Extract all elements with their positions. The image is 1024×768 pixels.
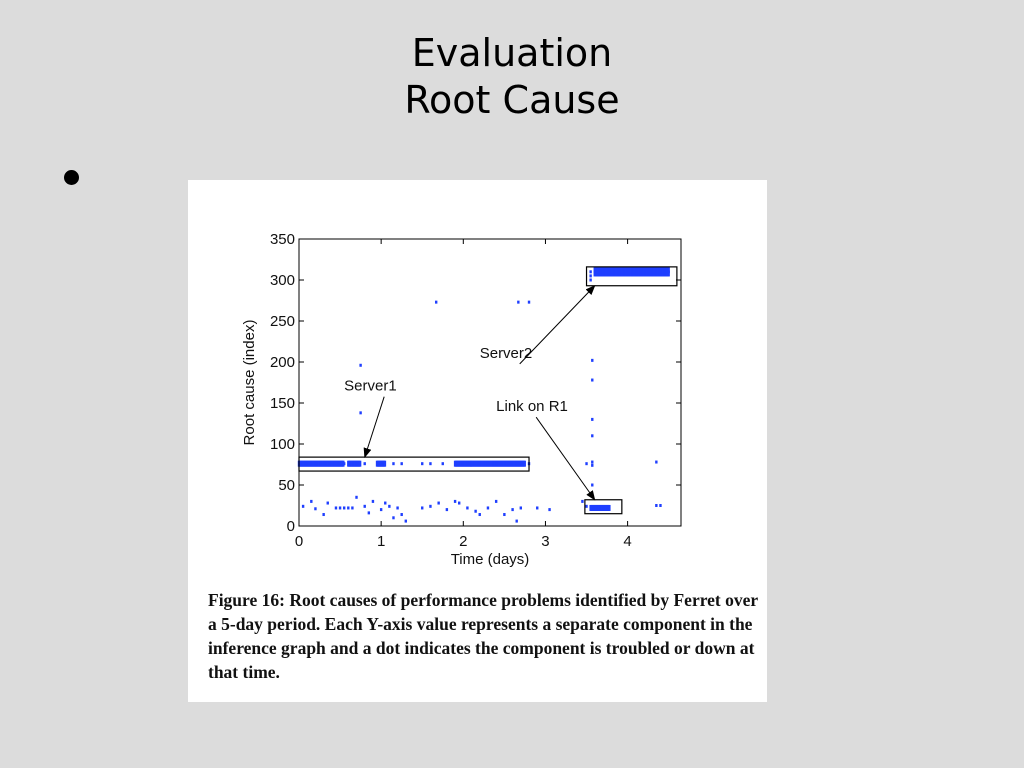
y-tick-label: 100 bbox=[269, 436, 295, 453]
data-point bbox=[591, 484, 593, 487]
root-cause-chart bbox=[188, 180, 767, 580]
data-point bbox=[589, 279, 591, 282]
slide-title-line2: Root Cause bbox=[404, 78, 620, 122]
data-point bbox=[421, 506, 423, 509]
data-point bbox=[359, 461, 361, 467]
data-point bbox=[548, 508, 550, 511]
data-point bbox=[524, 461, 526, 467]
data-point bbox=[585, 505, 587, 508]
x-tick-label: 0 bbox=[294, 533, 304, 550]
data-point bbox=[446, 508, 448, 511]
data-point bbox=[400, 513, 402, 516]
data-point bbox=[659, 504, 661, 507]
data-point bbox=[487, 506, 489, 509]
data-point bbox=[396, 506, 398, 509]
slide-title-line1: Evaluation bbox=[411, 31, 613, 75]
data-point bbox=[302, 462, 304, 465]
data-point bbox=[520, 506, 522, 509]
data-point bbox=[458, 502, 460, 505]
data-point bbox=[359, 411, 361, 414]
data-point bbox=[343, 462, 345, 465]
annotation-label: Server1 bbox=[344, 377, 397, 395]
data-point bbox=[339, 506, 341, 509]
data-point bbox=[347, 506, 349, 509]
y-tick-label: 200 bbox=[269, 354, 295, 371]
data-point bbox=[392, 462, 394, 465]
y-tick-label: 150 bbox=[269, 395, 295, 412]
data-point bbox=[503, 513, 505, 516]
data-point bbox=[302, 505, 304, 508]
data-point bbox=[435, 301, 437, 304]
y-tick-label: 350 bbox=[269, 231, 295, 248]
data-point bbox=[591, 434, 593, 437]
data-point bbox=[351, 506, 353, 509]
x-axis-label: Time (days) bbox=[450, 551, 530, 568]
data-point bbox=[429, 505, 431, 508]
data-point bbox=[517, 301, 519, 304]
y-tick-label: 50 bbox=[278, 477, 295, 494]
data-point bbox=[511, 508, 513, 511]
data-point bbox=[591, 359, 593, 362]
data-point bbox=[364, 505, 366, 508]
data-point bbox=[327, 462, 329, 465]
data-point bbox=[442, 462, 444, 465]
annotation-arrow bbox=[520, 286, 595, 364]
data-point bbox=[322, 513, 324, 516]
data-point bbox=[589, 270, 591, 273]
data-point bbox=[585, 462, 587, 465]
y-axis-label: Root cause (index) bbox=[241, 319, 258, 446]
annotation-arrow bbox=[365, 397, 384, 457]
data-point bbox=[364, 462, 366, 465]
bullet-icon bbox=[64, 170, 79, 185]
data-point bbox=[454, 500, 456, 503]
data-point bbox=[479, 513, 481, 516]
data-point bbox=[392, 516, 394, 519]
data-point bbox=[608, 505, 610, 511]
slide-title bbox=[0, 30, 1024, 124]
data-point bbox=[355, 496, 357, 499]
data-point bbox=[380, 508, 382, 511]
x-tick-label: 3 bbox=[541, 533, 550, 550]
y-tick-label: 0 bbox=[286, 518, 295, 535]
data-point bbox=[591, 418, 593, 421]
data-point bbox=[655, 504, 657, 507]
data-point bbox=[655, 461, 657, 464]
x-tick-label: 1 bbox=[376, 533, 386, 550]
y-tick-label: 250 bbox=[269, 313, 295, 330]
data-point bbox=[405, 520, 407, 523]
figure-panel bbox=[188, 180, 767, 702]
data-point bbox=[474, 510, 476, 513]
data-point bbox=[515, 520, 517, 523]
data-point bbox=[591, 379, 593, 382]
data-point bbox=[429, 462, 431, 465]
figure-caption: Figure 16: Root causes of performance problems identified by Ferret over a 5-day period. Each Y-axis value represents a separate component in the inference graph and a dot indicates the component is troubled or down at that time. bbox=[208, 590, 758, 682]
data-point bbox=[343, 506, 345, 509]
data-point bbox=[388, 505, 390, 508]
data-point bbox=[368, 511, 370, 514]
data-point bbox=[335, 506, 337, 509]
data-point bbox=[466, 506, 468, 509]
data-point bbox=[310, 500, 312, 503]
x-tick-label: 4 bbox=[623, 533, 632, 550]
data-point bbox=[589, 274, 591, 277]
data-point bbox=[528, 301, 530, 304]
data-point bbox=[591, 461, 593, 464]
x-tick-label: 2 bbox=[459, 533, 468, 550]
annotation-label: Link on R1 bbox=[496, 398, 568, 416]
data-point bbox=[421, 462, 423, 465]
data-point bbox=[591, 464, 593, 467]
data-point bbox=[384, 502, 386, 505]
annotation-label: Server2 bbox=[479, 344, 533, 362]
data-point bbox=[536, 506, 538, 509]
data-point bbox=[581, 500, 583, 503]
data-point bbox=[437, 502, 439, 505]
data-point bbox=[495, 500, 497, 503]
data-point bbox=[384, 461, 386, 467]
data-point bbox=[400, 462, 402, 465]
data-point bbox=[667, 267, 669, 273]
data-point bbox=[314, 507, 316, 510]
annotation-arrow bbox=[536, 417, 595, 500]
y-tick-label: 300 bbox=[269, 272, 295, 289]
data-point bbox=[359, 364, 361, 367]
data-point bbox=[327, 502, 329, 505]
data-point bbox=[372, 500, 374, 503]
